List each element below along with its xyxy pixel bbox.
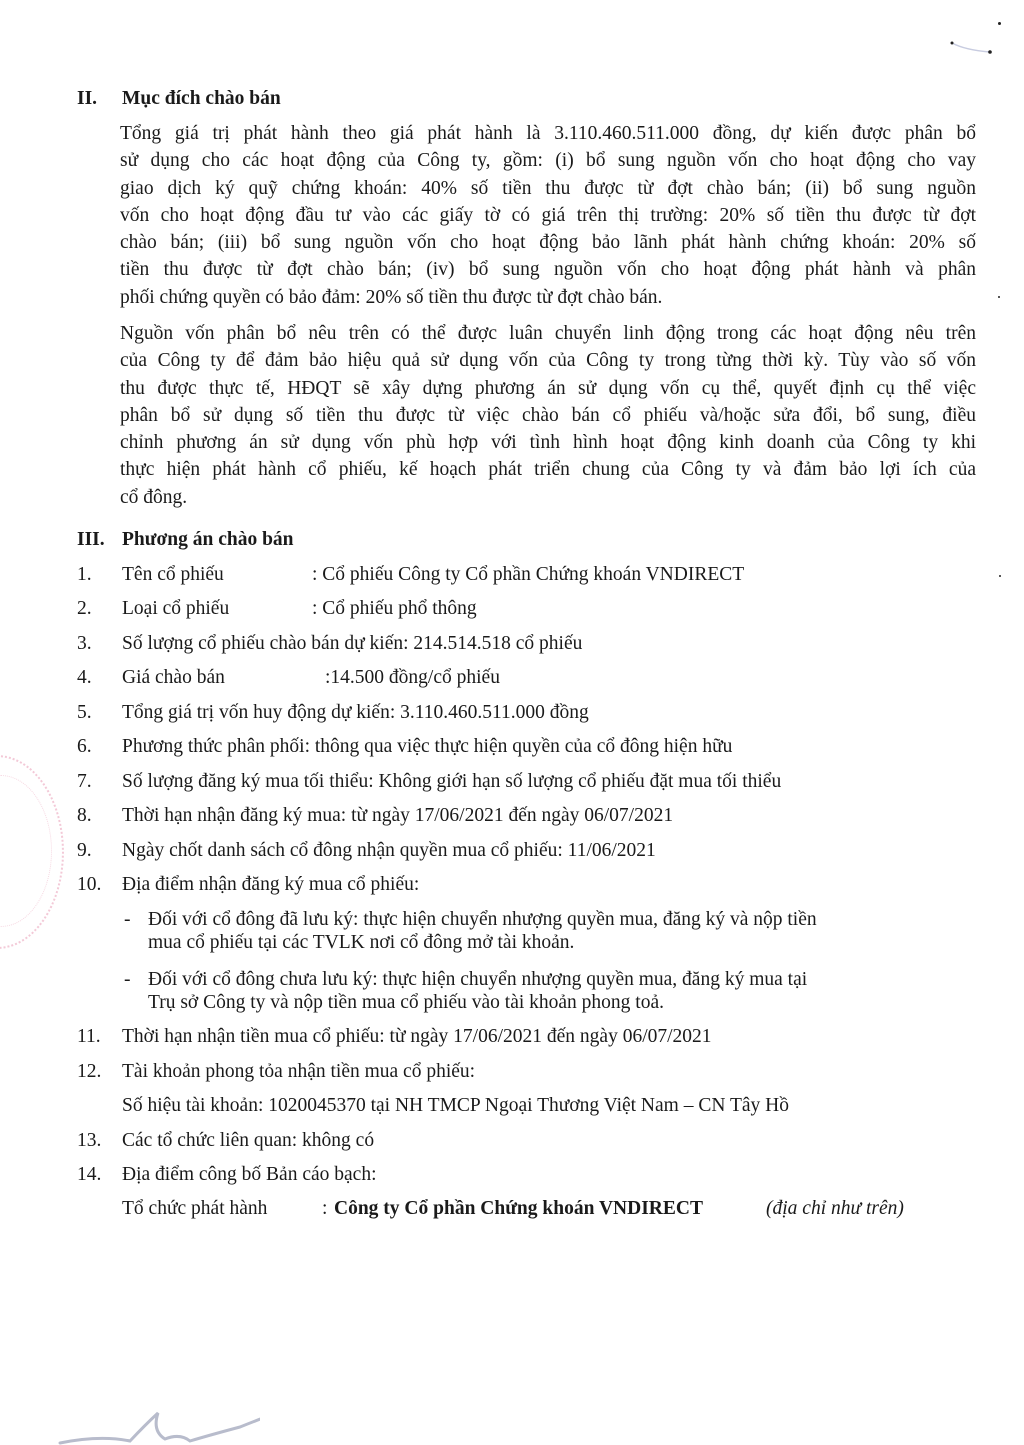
section-numeral: III. bbox=[77, 529, 105, 550]
text-line: của Công ty để đảm bảo hiệu quả sử dụng vốn của Công ty trong từng thời kỳ. Tùy vào số vốn bbox=[120, 350, 976, 372]
item-number: 4. bbox=[77, 667, 92, 688]
item-number: 10. bbox=[77, 874, 102, 895]
section-numeral: II. bbox=[77, 88, 98, 109]
scan-dot bbox=[998, 22, 1001, 25]
item-text: Số lượng đăng ký mua tối thiểu: Không giới hạn số lượng cổ phiếu đặt mua tối thiểu bbox=[122, 771, 782, 792]
item-value: :14.500 đồng/cổ phiếu bbox=[325, 667, 500, 688]
item-number: 1. bbox=[77, 564, 92, 585]
item-text: Ngày chốt danh sách cổ đông nhận quyền mua cổ phiếu: 11/06/2021 bbox=[122, 840, 656, 861]
item-number: 2. bbox=[77, 598, 92, 619]
text-line: chỉnh phương án sử dụng vốn phù hợp với tình hình hoạt động kinh doanh của Công ty khi bbox=[120, 432, 976, 454]
bullet-line: Đối với cổ đông đã lưu ký: thực hiện chuyển nhượng quyền mua, đăng ký và nộp tiền bbox=[148, 909, 817, 930]
item-text: Phương thức phân phối: thông qua việc thực hiện quyền của cổ đông hiện hữu bbox=[122, 736, 733, 757]
item-number: 12. bbox=[77, 1061, 102, 1082]
item-number: 8. bbox=[77, 805, 92, 826]
issuer-name: Công ty Cổ phần Chứng khoán VNDIRECT bbox=[334, 1198, 703, 1219]
item-label: Giá chào bán bbox=[122, 667, 225, 688]
text-line: Tổng giá trị phát hành theo giá phát hành là 3.110.460.511.000 đồng, dự kiến được phân bổ bbox=[120, 123, 976, 144]
scan-dot bbox=[999, 575, 1001, 577]
scan-dot bbox=[998, 296, 1000, 298]
item-label: Tên cổ phiếu bbox=[122, 564, 224, 585]
scan-mark bbox=[950, 40, 995, 55]
item-text: Các tổ chức liên quan: không có bbox=[122, 1130, 375, 1151]
item-number: 5. bbox=[77, 702, 92, 723]
text-line: giao dịch ký quỹ chứng khoán: 40% số tiền thu được từ đợt chào bán; (ii) bổ sung nguồn bbox=[120, 177, 976, 199]
item-value: : Cổ phiếu phổ thông bbox=[312, 598, 477, 619]
text-line: sử dụng cho các hoạt động của Công ty, gồm: (i) bổ sung nguồn vốn cho hoạt động cho vay bbox=[120, 150, 976, 172]
text-line: phối chứng quyền có bảo đảm: 20% số tiền thu được từ đợt chào bán. bbox=[120, 286, 663, 308]
item-number: 3. bbox=[77, 633, 92, 654]
item-text: Tài khoản phong tỏa nhận tiền mua cổ phiếu: bbox=[122, 1061, 476, 1082]
bullet-line: mua cổ phiếu tại các TVLK nơi cổ đông mở tài khoản. bbox=[148, 932, 575, 953]
text-line: cổ đông. bbox=[120, 486, 188, 508]
item-number: 11. bbox=[77, 1026, 101, 1047]
item-number: 14. bbox=[77, 1164, 102, 1185]
section-title: Mục đích chào bán bbox=[122, 88, 281, 109]
bullet-dash: - bbox=[124, 969, 131, 990]
text-line: phân bổ sử dụng số tiền thu được từ việc chào bán cổ phiếu và/hoặc sửa đổi, bổ sung, điều bbox=[120, 404, 976, 426]
text-line: tiền thu được từ đợt chào bán; (iv) bổ sung nguồn vốn cho hoạt động phát hành và phân bbox=[120, 259, 976, 281]
bullet-line: Trụ sở Công ty và nộp tiền mua cổ phiếu vào tài khoản phong toả. bbox=[148, 992, 664, 1013]
paragraph-allocation bbox=[120, 320, 976, 511]
account-detail: Số hiệu tài khoản: 1020045370 tại NH TMCP Ngoại Thương Việt Nam – CN Tây Hồ bbox=[122, 1095, 789, 1116]
item-text: Số lượng cổ phiếu chào bán dự kiến: 214.514.518 cổ phiếu bbox=[122, 633, 583, 654]
item-number: 6. bbox=[77, 736, 92, 757]
bullet-line: Đối với cổ đông chưa lưu ký: thực hiện chuyển nhượng quyền mua, đăng ký mua tại bbox=[148, 969, 808, 990]
paragraph-purpose bbox=[120, 120, 976, 311]
bullet-dash: - bbox=[124, 909, 131, 930]
text-line: Nguồn vốn phân bổ nêu trên có thể được luân chuyển linh động trong các hoạt động nêu trên bbox=[120, 323, 976, 344]
text-line: thu được thực tế, HĐQT sẽ xây dựng phương án sử dụng vốn cụ thể, quyết định cụ thể việc bbox=[120, 377, 976, 399]
item-number: 9. bbox=[77, 840, 92, 861]
text-line: chào bán; (iii) bổ sung nguồn vốn cho hoạt động bảo lãnh phát hành chứng khoán: 20% số bbox=[120, 232, 976, 254]
issuer-note: (địa chỉ như trên) bbox=[766, 1198, 904, 1219]
item-text: Thời hạn nhận tiền mua cổ phiếu: từ ngày 17/06/2021 đến ngày 06/07/2021 bbox=[122, 1026, 712, 1047]
item-text: Thời hạn nhận đăng ký mua: từ ngày 17/06/2021 đến ngày 06/07/2021 bbox=[122, 805, 674, 826]
item-number: 7. bbox=[77, 771, 92, 792]
text-line: thực hiện phát hành cổ phiếu, kế hoạch phát triển chung của Công ty và đảm bảo lợi ích của bbox=[120, 459, 976, 481]
issuer-colon: : bbox=[322, 1198, 328, 1219]
item-number: 13. bbox=[77, 1130, 102, 1151]
item-value: : Cổ phiếu Công ty Cổ phần Chứng khoán VNDIRECT bbox=[312, 564, 745, 585]
signature-icon bbox=[40, 1405, 260, 1445]
text-line: vốn cho hoạt động đầu tư vào các giấy tờ có giá trên thị trường: 20% số tiền thu được từ đợt bbox=[120, 204, 976, 226]
issuer-label: Tổ chức phát hành bbox=[122, 1198, 268, 1219]
item-text: Địa điểm công bố Bản cáo bạch: bbox=[122, 1164, 377, 1185]
item-text: Địa điểm nhận đăng ký mua cổ phiếu: bbox=[122, 874, 420, 895]
item-label: Loại cổ phiếu bbox=[122, 598, 230, 619]
item-text: Tổng giá trị vốn huy động dự kiến: 3.110.460.511.000 đồng bbox=[122, 702, 589, 723]
section-title: Phương án chào bán bbox=[122, 529, 294, 550]
